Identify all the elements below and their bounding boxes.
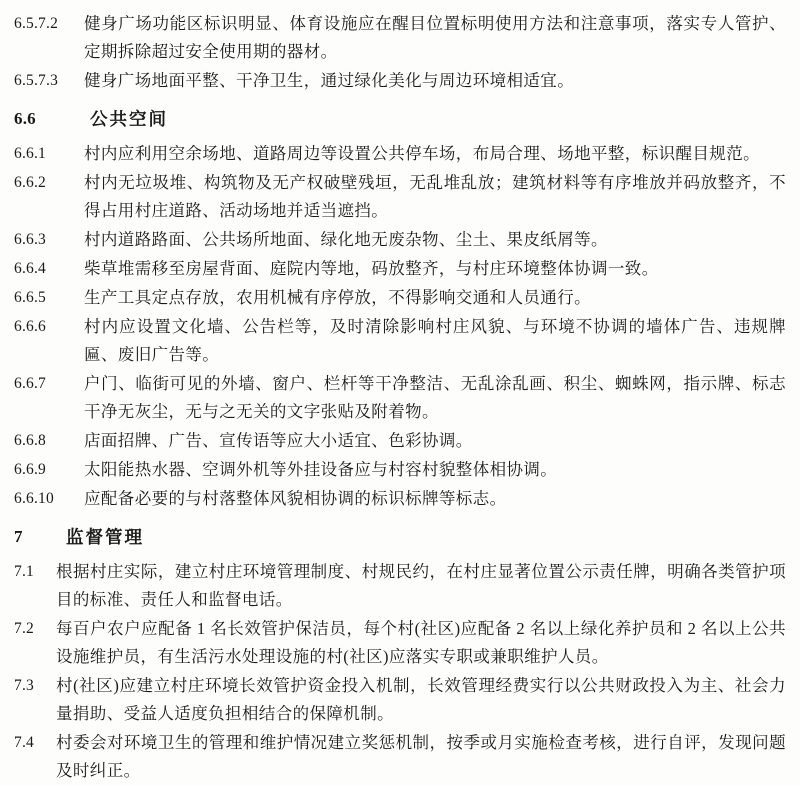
- clause-paragraph: [14, 226, 786, 254]
- clause-paragraph: [14, 284, 786, 312]
- clause-paragraph: [14, 672, 786, 728]
- clause-paragraph: [14, 427, 786, 455]
- section-heading: [14, 522, 786, 552]
- section-title: 监督管理: [66, 527, 144, 547]
- clause-number: 6.5.7.3: [14, 72, 59, 89]
- clause-text: 店面招牌、广告、宣传语等应大小适宜、色彩协调。: [84, 431, 473, 450]
- clause-text: 户门、临街可见的外墙、窗户、栏杆等干净整洁、无乱涂乱画、积尘、蜘蛛网，指示牌、标志干净无灰尘，无与之无关的文字张贴及附着物。: [84, 374, 786, 421]
- clause-text: 村内道路路面、公共场所地面、绿化地无废杂物、尘土、果皮纸屑等。: [84, 230, 608, 249]
- clause-paragraph: [14, 729, 786, 785]
- clause-text: 太阳能热水器、空调外机等外挂设备应与村容村貌整体相协调。: [84, 460, 558, 479]
- clause-text: 生产工具定点存放，农用机械有序停放，不得影响交通和人员通行。: [84, 288, 591, 307]
- clause-text: 村(社区)应建立村庄环境长效管护资金投入机制，长效管理经费实行以公共财政投入为主、社会力量捐助、受益人适度负担相结合的保障机制。: [56, 676, 786, 723]
- clause-text: 健身广场地面平整、干净卫生，通过绿化美化与周边环境相适宜。: [84, 71, 575, 90]
- clause-paragraph: [14, 558, 786, 614]
- clause-paragraph: [14, 313, 786, 369]
- clause-number: 6.6.8: [14, 432, 46, 449]
- clause-number: 7.1: [14, 563, 34, 580]
- section-heading: [14, 104, 786, 134]
- section-number: 6.6: [14, 109, 36, 128]
- clause-paragraph: [14, 140, 786, 168]
- clause-number: 6.5.7.2: [14, 15, 59, 32]
- clause-number: 6.6.7: [14, 375, 46, 392]
- clause-number: 6.6.10: [14, 490, 54, 507]
- clause-paragraph: [14, 169, 786, 225]
- clause-number: 6.6.4: [14, 260, 46, 277]
- clause-number: 6.6.1: [14, 145, 46, 162]
- clause-text: 村内应设置文化墙、公告栏等，及时清除影响村庄风貌、与环境不协调的墙体广告、违规牌匾、废旧广告等。: [84, 317, 786, 364]
- clause-number: 7.4: [14, 734, 34, 751]
- clause-paragraph: [14, 370, 786, 426]
- clause-number: 6.6.3: [14, 231, 46, 248]
- clause-paragraph: [14, 255, 786, 283]
- clause-paragraph: [14, 456, 786, 484]
- clause-text: 健身广场功能区标识明显、体育设施应在醒目位置标明使用方法和注意事项，落实专人管护、定期拆除超过安全使用期的器材。: [84, 14, 786, 61]
- clause-number: 7.3: [14, 677, 34, 694]
- clause-text: 根据村庄实际，建立村庄环境管理制度、村规民约，在村庄显著位置公示责任牌，明确各类管护项目的标准、责任人和监督电话。: [56, 562, 786, 609]
- clause-paragraph: [14, 485, 786, 513]
- section-number: 7: [14, 527, 23, 546]
- clause-text: 柴草堆需移至房屋背面、庭院内等地，码放整齐，与村庄环境整体协调一致。: [84, 259, 659, 278]
- clause-paragraph: [14, 67, 786, 95]
- clause-paragraph: [14, 10, 786, 66]
- clause-number: 7.2: [14, 620, 34, 637]
- clause-number: 6.6.2: [14, 174, 46, 191]
- clause-number: 6.6.9: [14, 461, 46, 478]
- clause-text: 村内应利用空余场地、道路周边等设置公共停车场，布局合理、场地平整，标识醒目规范。: [84, 144, 760, 163]
- clause-paragraph: [14, 615, 786, 671]
- clause-number: 6.6.6: [14, 318, 46, 335]
- clause-text: 每百户农户应配备 1 名长效管护保洁员，每个村(社区)应配备 2 名以上绿化养护员和 2 名以上公共设施维护员，有生活污水处理设施的村(社区)应落实专职或兼职维护人员。: [56, 619, 786, 666]
- section-title: 公共空间: [90, 109, 168, 129]
- clause-number: 6.6.5: [14, 289, 46, 306]
- clause-text: 应配备必要的与村落整体风貌相协调的标识标牌等标志。: [84, 489, 507, 508]
- clause-text: 村内无垃圾堆、构筑物及无产权破壁残垣，无乱堆乱放；建筑材料等有序堆放并码放整齐，不得占用村庄道路、活动场地并适当遮挡。: [84, 173, 786, 220]
- clause-text: 村委会对环境卫生的管理和维护情况建立奖惩机制，按季或月实施检查考核，进行自评，发现问题及时纠正。: [56, 733, 786, 780]
